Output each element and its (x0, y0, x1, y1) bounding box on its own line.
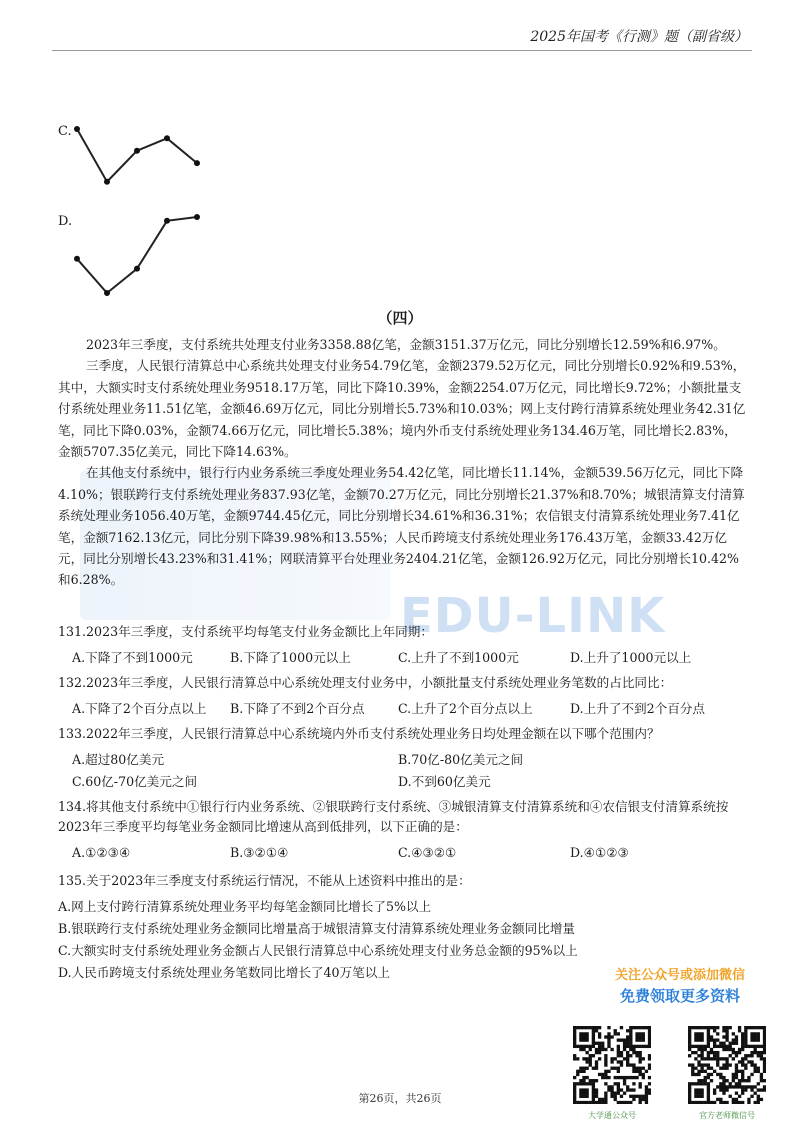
promo-line-2: 免费领取更多资料 (619, 987, 740, 1005)
spark-line (77, 129, 197, 182)
promo-banner (600, 964, 760, 1006)
spark-point (194, 214, 200, 220)
question-135 (58, 871, 758, 891)
passage-paragraph-1: 2023年三季度，支付系统共处理支付业务3358.88亿笔，金额3151.37万亿元，同比分别增长12.59%和6.97%。 (86, 337, 726, 352)
spark-point (134, 266, 140, 272)
answer-option: C.上升了不到1000元 (398, 650, 519, 665)
spark-point (164, 135, 170, 141)
question-133 (58, 724, 758, 744)
spark-point (74, 126, 80, 132)
question-stem: 133.2022年三季度，人民银行清算总中心系统境内外币支付系统处理业务日均处理金额在以下哪个范围内？ (58, 726, 660, 741)
answer-option: C.上升了2个百分点以上 (398, 701, 533, 716)
section-title: （四） (377, 309, 423, 327)
answer-option: D.人民币跨境支付系统处理业务笔数同比增长了40万笔以上 (58, 965, 390, 980)
question-stem: 135.关于2023年三季度支付系统运行情况，不能从上述资料中推出的是： (58, 873, 471, 888)
promo-line-1: 关注公众号或添加微信 (614, 968, 745, 983)
answer-option: B.银联跨行支付系统处理业务金额同比增量高于城银清算支付清算系统处理业务金额同比增量 (58, 921, 576, 936)
answer-option: B.下降了1000元以上 (230, 650, 351, 665)
passage-paragraph-3: 在其他支付系统中，银行行内业务系统三季度处理业务54.42亿笔，同比增长11.14%，金额539.56万亿元，同比下降4.10%；银联跨行支付系统处理业务837.93亿笔，金额70.27万亿元，同比分别增长21.37%和8.70%；城银清算支付清算系统处理业务1056.40万笔，金额9744.45亿元，同比分别增长34.61%和36.31%；农信银支付清算系统处理业务7.41亿笔，金额7162.13亿元，同比分别下降39.98%和13.55%；人民币跨境支付系统处理业务176.43万笔，金额33.42万亿元，同比分别增长43.23%和31.41%；网联清算平台处理业务2404.21亿笔，金额126.92万亿元，同比分别增长10.42%和6.28%。 (58, 465, 745, 588)
answer-option: A.下降了2个百分点以上 (72, 701, 207, 716)
answer-option: D.上升了1000元以上 (570, 650, 692, 665)
question-stem: 131.2023年三季度，支付系统平均每笔支付业务金额比上年同期： (58, 624, 433, 639)
answer-option: A.①②③④ (72, 845, 131, 860)
spark-point (74, 256, 80, 262)
answer-option: B.③②①④ (230, 845, 289, 860)
spark-point (194, 160, 200, 166)
answer-option: A.下降了不到1000元 (72, 650, 193, 665)
qr-caption: 官方老师微信号 (699, 1111, 755, 1120)
figure-option-d-label: D. (58, 214, 73, 229)
answer-option: B.下降了不到2个百分点 (230, 701, 365, 716)
answer-option: A.超过80亿美元 (72, 752, 165, 767)
page-footer: 第26页，共26页 (358, 1092, 442, 1105)
answer-option: B.70亿-80亿美元之间 (398, 752, 524, 767)
answer-option: C.大额实时支付系统处理业务金额占人民银行清算总中心系统处理支付业务总金额的95%以上 (58, 943, 578, 958)
question-134 (58, 797, 744, 837)
answer-option: C.60亿-70亿美元之间 (72, 774, 198, 789)
spark-point (134, 148, 140, 154)
page-header: 2025年国考《行测》题（副省级） (530, 29, 748, 45)
answer-option: D.不到60亿美元 (398, 774, 491, 789)
qr-caption: 大学通公众号 (588, 1111, 636, 1120)
answer-option: D.上升了不到2个百分点 (570, 701, 706, 716)
question-stem: 134.将其他支付系统中①银行行内业务系统、②银联跨行支付系统、③城银清算支付清算系统和④农信银支付清算系统按2023年三季度平均每笔业务金额同比增速从高到低排列，以下正确的是： (58, 799, 729, 834)
question-stem: 132.2023年三季度，人民银行清算总中心系统处理支付业务中，小额批量支付系统处理业务笔数的占比同比： (58, 675, 673, 690)
answer-option: C.④③②① (398, 845, 457, 860)
passage (58, 334, 748, 591)
spark-point (104, 290, 110, 296)
figure-option-c-label: C. (58, 124, 72, 139)
question-132 (58, 673, 758, 693)
figure-option-c-polyline (72, 124, 202, 196)
answer-option: D.④①②③ (570, 845, 629, 860)
watermark-text: EDU-LINK (400, 588, 666, 644)
answer-option: A.网上支付跨行清算系统处理业务平均每笔金额同比增长了5%以上 (58, 899, 432, 914)
figure-option-d-polyline (72, 212, 202, 298)
spark-line (77, 217, 197, 293)
header-rule (52, 50, 752, 51)
question-131 (58, 622, 758, 642)
passage-paragraph-2: 三季度，人民银行清算总中心系统共处理支付业务54.79亿笔，金额2379.52万亿元，同比分别增长0.92%和9.53%，其中，大额实时支付系统处理业务9518.17万笔，同比下降10.39%，金额2254.07万亿元，同比增长9.72%；小额批量支付系统处理业务11.51亿笔，金额46.69万亿元，同比分别增长5.73%和10.03%；网上支付跨行清算系统处理业务42.31亿笔，同比下降0.03%，金额74.66万亿元，同比增长5.38%；境内外币支付系统处理业务134.46万笔，同比增长2.83%，金额5707.35亿美元，同比下降14.63%。 (58, 358, 746, 460)
spark-point (164, 218, 170, 224)
spark-point (104, 179, 110, 185)
